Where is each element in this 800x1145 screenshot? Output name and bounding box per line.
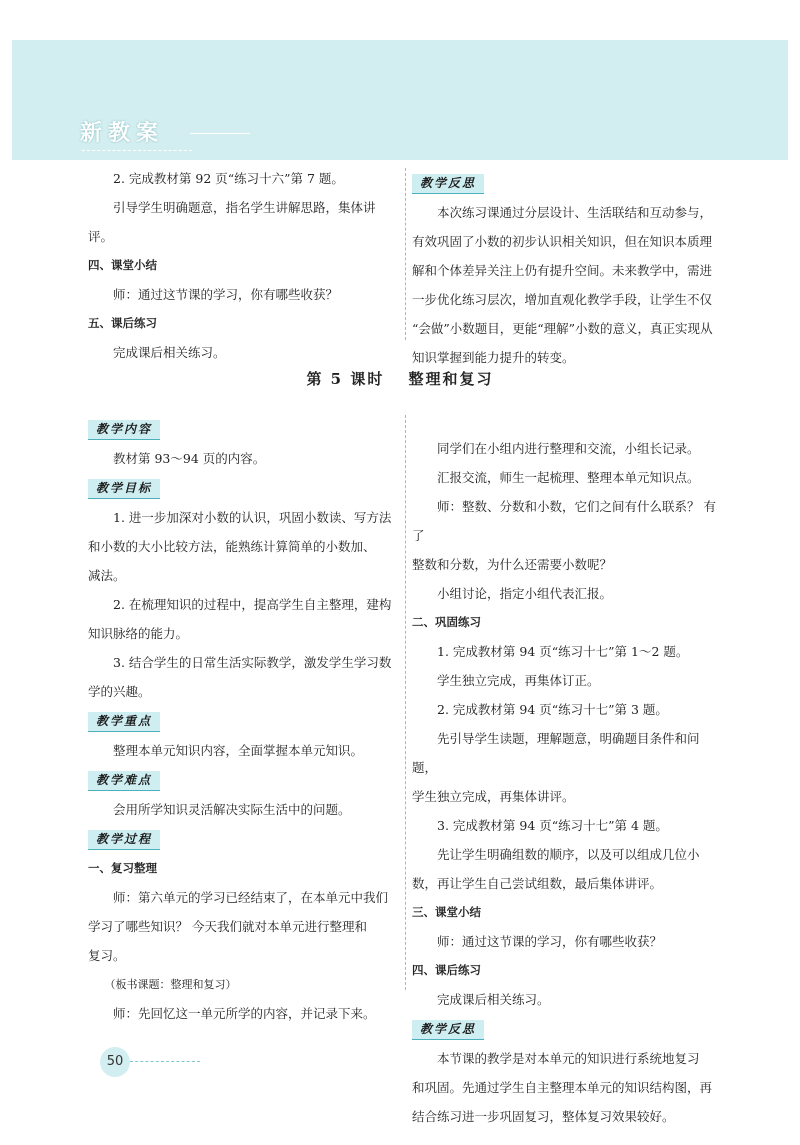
top-left-column (88, 164, 398, 367)
key-point-tag: 教学重点 (88, 712, 160, 732)
exercise-item: 2. 完成教材第 92 页“练习十六”第 7 题。 (113, 171, 344, 186)
section-text: 完成课后相关练习。 (437, 992, 550, 1007)
goal-line: 知识脉络的能力。 (88, 626, 189, 641)
exercise-note: 学生独立完成，再集体订正。 (437, 673, 600, 688)
goal-line: 学的兴趣。 (88, 684, 151, 699)
process-line: 学习了哪些知识？ 今天我们就对本单元进行整理和 (88, 919, 367, 934)
book-logo: 新教案 (80, 120, 165, 146)
exercise-note: 先让学生明确组数的顺序，以及可以组成几位小 (437, 847, 700, 862)
content-text: 教材第 93～94 页的内容。 (113, 451, 266, 466)
goal-line: 3. 结合学生的日常生活实际教学，激发学生学习数 (113, 655, 392, 670)
page-number-line (130, 1061, 200, 1062)
goal-line: 和小数的大小比较方法，能熟练计算简单的小数加、 (88, 539, 376, 554)
goal-line: 2. 在梳理知识的过程中，提高学生自主整理，建构 (113, 597, 392, 612)
process-line: 师：先回忆这一单元所学的内容，并记录下来。 (113, 1006, 376, 1021)
goal-line: 减法。 (88, 568, 126, 583)
reflection-tag: 教学反思 (412, 174, 484, 194)
reflection-line: “会做”小数题目，更能“理解”小数的意义，真正实现从 (412, 321, 713, 336)
process-line: 复习。 (88, 948, 126, 963)
section-heading: 一、复习整理 (88, 861, 157, 875)
logo-decoration-dashes (82, 150, 192, 156)
reflection-line: 一步优化练习层次，增加直观化教学手段，让学生不仅 (412, 292, 713, 307)
process-line: 汇报交流，师生一起梳理、整理本单元知识点。 (437, 470, 700, 485)
top-right-column (412, 168, 722, 372)
page-number: 50 (100, 1047, 130, 1077)
section-text: 完成课后相关练习。 (113, 345, 226, 360)
key-point-text: 整理本单元知识内容，全面掌握本单元知识。 (113, 743, 364, 758)
section-heading: 四、课后练习 (412, 963, 481, 977)
section-heading: 五、课后练习 (88, 316, 157, 330)
goal-line: 1. 进一步加深对小数的认识，巩固小数读、写方法 (113, 510, 392, 525)
bottom-left-column (88, 414, 398, 1028)
reflection-line: 本次练习课通过分层设计、生活联结和互动参与， (437, 205, 713, 220)
reflection-line: 有效巩固了小数的初步认识相关知识，但在知识本质理 (412, 234, 713, 249)
exercise-item: 2. 完成教材第 94 页“练习十七”第 3 题。 (437, 702, 668, 717)
exercise-note: 数，再让学生自己尝试组数，最后集体讲评。 (412, 876, 663, 891)
section-text: 师：通过这节课的学习，你有哪些收获？ (437, 934, 663, 949)
goal-tag: 教学目标 (88, 479, 160, 499)
reflection-line: 结合练习进一步巩固复习，整体复习效果较好。 (412, 1109, 675, 1124)
difficulty-text: 会用所学知识灵活解决实际生活中的问题。 (113, 802, 351, 817)
column-divider-bottom (405, 415, 406, 990)
content-tag: 教学内容 (88, 420, 160, 440)
section-heading: 三、课堂小结 (412, 905, 481, 919)
section-heading: 四、课堂小结 (88, 258, 157, 272)
exercise-item: 1. 完成教材第 94 页“练习十七”第 1～2 题。 (437, 644, 689, 659)
difficulty-tag: 教学难点 (88, 771, 160, 791)
column-divider-top (405, 168, 406, 340)
exercise-item: 3. 完成教材第 94 页“练习十七”第 4 题。 (437, 818, 668, 833)
section-text: 师：通过这节课的学习，你有哪些收获？ (113, 287, 339, 302)
process-line: 小组讨论，指定小组代表汇报。 (437, 586, 613, 601)
process-tag: 教学过程 (88, 830, 160, 850)
process-line: 同学们在小组内进行整理和交流，小组长记录。 (437, 441, 700, 456)
exercise-note: 先引导学生读题，理解题意，明确题目条件和问题， (412, 731, 700, 775)
reflection-line: 本节课的教学是对本单元的知识进行系统地复习 (437, 1051, 700, 1066)
reflection-line: 和巩固。先通过学生自主整理本单元的知识结构图，再 (412, 1080, 713, 1095)
reflection-tag: 教学反思 (412, 1020, 484, 1040)
process-line: 师：第六单元的学习已经结束了，在本单元中我们 (113, 890, 389, 905)
process-line: 整数和分数，为什么还需要小数呢？ (412, 557, 613, 572)
reflection-line: 解和个体差异关注上仍有提升空间。未来教学中，需进 (412, 263, 713, 278)
reflection-line: 知识掌握到能力提升的转变。 (412, 350, 575, 365)
process-line: 师：整数、分数和小数，它们之间有什么联系？ 有了 (412, 499, 716, 543)
logo-decoration-line (190, 133, 250, 134)
bottom-right-column (412, 434, 722, 1131)
section-heading: 二、巩固练习 (412, 615, 481, 629)
exercise-note: 学生独立完成，再集体讲评。 (412, 789, 575, 804)
lesson-title: 第 5 课时 整理和复习 (306, 370, 494, 388)
exercise-note: 引导学生明确题意，指名学生讲解思路，集体讲评。 (88, 200, 376, 244)
board-title: （板书课题：整理和复习） (104, 978, 237, 991)
